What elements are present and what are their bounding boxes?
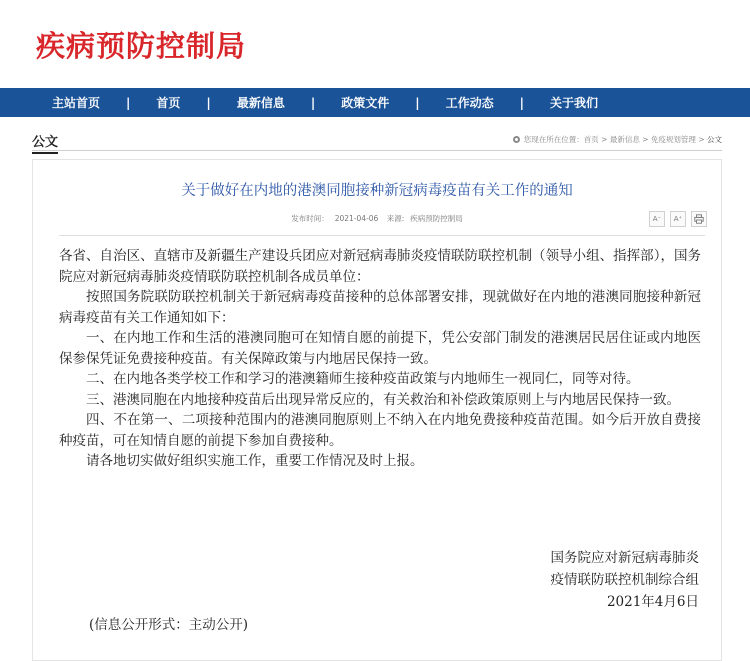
nav-separator: | bbox=[415, 95, 420, 110]
font-increase-button[interactable]: A⁺ bbox=[670, 211, 686, 227]
nav-home-main[interactable]: 主站首页 bbox=[52, 96, 101, 110]
body-paragraph: 三、港澳同胞在内地接种疫苗后出现异常反应的，有关救治和补偿政策原则上与内地居民保持一致。 bbox=[86, 391, 680, 408]
source-value: 疾病预防控制局 bbox=[410, 214, 463, 223]
nav-separator: | bbox=[206, 95, 211, 110]
article-meta bbox=[33, 213, 721, 224]
signature-date: 2021年4月6日 bbox=[606, 594, 699, 610]
site-logo[interactable]: 疾病预防控制局 bbox=[36, 29, 247, 63]
addressee-paragraph: 各省、自治区、直辖市及新疆生产建设兵团应对新冠病毒肺炎疫情联防联控机制（领导小组、指挥部），国务院应对新冠病毒肺炎疫情联防联控机制各成员单位： bbox=[59, 248, 701, 285]
source-label: 来源: bbox=[386, 214, 405, 223]
signature-block bbox=[551, 547, 700, 613]
breadcrumb bbox=[513, 134, 722, 145]
article-title: 关于做好在内地的港澳同胞接种新冠病毒疫苗有关工作的通知 bbox=[181, 183, 573, 199]
breadcrumb-separator: > bbox=[698, 135, 705, 144]
body-paragraph: 请各地切实做好组织实施工作，重要工作情况及时上报。 bbox=[86, 453, 424, 469]
article-tools bbox=[649, 211, 707, 227]
signature-line-1: 国务院应对新冠病毒肺炎 bbox=[550, 550, 699, 566]
section-title: 公文 bbox=[32, 131, 58, 154]
section-divider bbox=[32, 150, 722, 151]
nav-latest-info[interactable]: 最新信息 bbox=[236, 96, 285, 110]
font-decrease-button[interactable]: A⁻ bbox=[649, 211, 665, 227]
article-body bbox=[59, 246, 701, 472]
breadcrumb-prefix: 您现在所在位置： bbox=[523, 135, 584, 144]
breadcrumb-item-home[interactable]: 首页 bbox=[583, 135, 599, 144]
body-paragraph: 一、在内地工作和生活的港澳同胞可在知情自愿的前提下，凭公安部门制发的港澳居民居住证或内地医保参保凭证免费接种疫苗。有关保障政策与内地居民保持一致。 bbox=[59, 330, 701, 367]
publish-date: 2021-04-06 bbox=[334, 214, 379, 223]
breadcrumb-separator: > bbox=[642, 135, 649, 144]
nav-separator: | bbox=[519, 95, 525, 110]
nav-policy-documents[interactable]: 政策文件 bbox=[341, 96, 390, 110]
body-paragraph: 二、在内地各类学校工作和学习的港澳籍师生接种疫苗政策与内地师生一视同仁，同等对待。 bbox=[86, 371, 640, 387]
breadcrumb-item-immunization[interactable]: 免疫规划管理 bbox=[650, 135, 696, 144]
body-paragraph: 四、不在第一、二项接种范围内的港澳同胞原则上不纳入在内地免费接种疫苗范围。如今后开放自费接种疫苗，可在知情自愿的前提下参加自费接种。 bbox=[59, 412, 701, 449]
site-header bbox=[0, 0, 750, 88]
breadcrumb-current: 公文 bbox=[707, 135, 722, 144]
nav-separator: | bbox=[310, 95, 316, 110]
location-icon bbox=[513, 136, 520, 143]
nav-home[interactable]: 首页 bbox=[156, 96, 181, 110]
section-header bbox=[32, 130, 722, 152]
breadcrumb-separator: > bbox=[601, 135, 608, 144]
article-container bbox=[32, 159, 722, 661]
signature-line-2: 疫情联防联控机制综合组 bbox=[550, 572, 699, 588]
nav-work-updates[interactable]: 工作动态 bbox=[445, 96, 494, 110]
publish-date-label: 发布时间： bbox=[291, 214, 329, 223]
meta-divider bbox=[59, 235, 705, 236]
breadcrumb-item-latest[interactable]: 最新信息 bbox=[609, 135, 640, 144]
print-button[interactable] bbox=[691, 211, 707, 227]
nav-about-us[interactable]: 关于我们 bbox=[550, 96, 599, 110]
body-paragraph: 按照国务院联防联控机制关于新冠病毒疫苗接种的总体部署安排，现就做好在内地的港澳同胞接种新冠病毒疫苗有关工作通知如下： bbox=[59, 289, 701, 326]
print-icon bbox=[694, 214, 704, 224]
disclosure-note: (信息公开形式：主动公开) bbox=[89, 617, 249, 633]
main-nav bbox=[0, 88, 750, 117]
nav-separator: | bbox=[126, 95, 131, 110]
